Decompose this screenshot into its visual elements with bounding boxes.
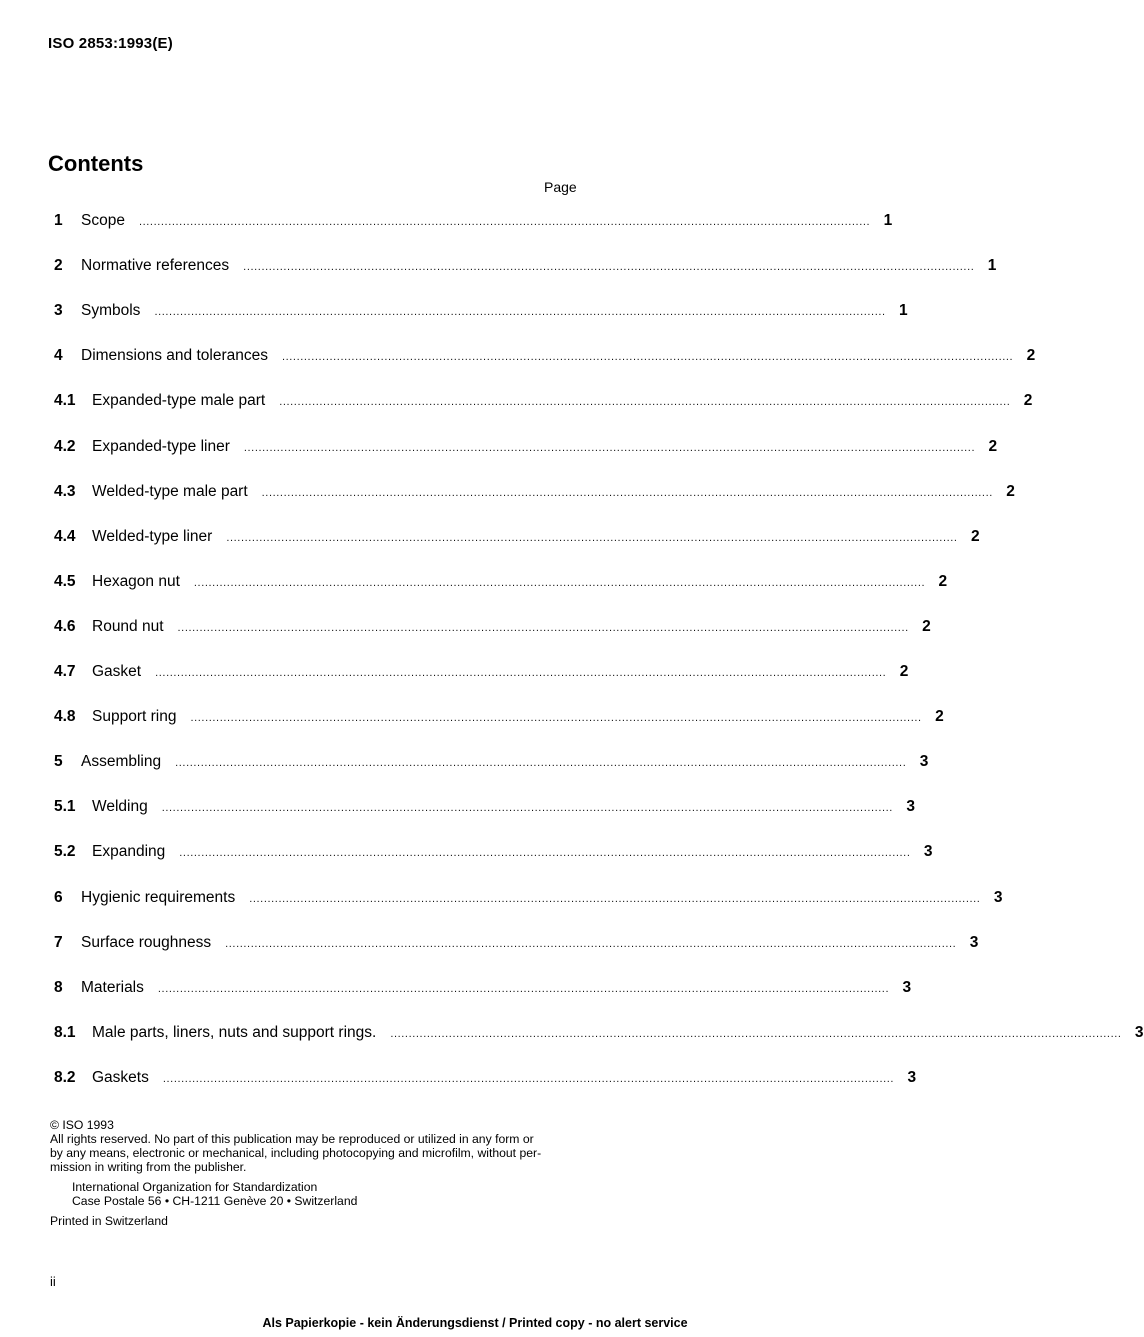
toc-entry-number: 5.1 [54,798,76,815]
toc-dot-leader: ........................................................................................................................................................................................................ [225,938,957,950]
toc-dot-leader: ........................................................................................................................................................................................................ [138,216,871,228]
toc-entry [54,528,980,550]
toc-entry-page: 3 [969,934,979,951]
printed-in: Printed in Switzerland [50,1214,168,1228]
toc-entry-number: 2 [54,257,63,274]
toc-dot-leader: ........................................................................................................................................................................................................ [390,1028,1122,1040]
toc-entry-title: Scope [81,212,125,229]
toc-entry [54,212,893,234]
toc-entry-number: 8 [54,979,63,996]
toc-dot-leader: ........................................................................................................................................................................................................ [179,847,911,859]
toc-entry-page: 1 [883,212,893,229]
toc-entry-number: 4.3 [54,483,76,500]
toc-entry-number: 8.1 [54,1024,76,1041]
toc-entry-number: 4.2 [54,438,76,455]
toc-entry-title: Hygienic requirements [81,889,236,906]
toc-dot-leader: ........................................................................................................................................................................................................ [154,306,886,318]
toc-entry-title: Gaskets [92,1069,149,1086]
toc-entry-number: 4.8 [54,708,76,725]
toc-entry-number: 5 [54,753,63,770]
toc-entry-page: 2 [1026,347,1036,364]
toc-entry-number: 6 [54,889,63,906]
toc-entry-page: 3 [919,753,929,770]
toc-entry-title: Dimensions and tolerances [81,347,268,364]
toc-entry-number: 5.2 [54,843,76,860]
page-column-label: Page [544,179,577,195]
toc-entry [54,663,909,685]
toc-entry-title: Support ring [92,708,177,725]
toc-entry-title: Expanding [92,843,166,860]
toc-entry-page: 1 [987,257,997,274]
toc-entry-number: 3 [54,302,63,319]
toc-dot-leader: ........................................................................................................................................................................................................ [155,667,887,679]
toc-entry-page: 2 [1023,392,1033,409]
toc-entry-title: Expanded-type liner [92,438,230,455]
toc-entry-title: Assembling [81,753,162,770]
toc-entry-title: Normative references [81,257,230,274]
toc-entry [54,302,908,324]
toc-dot-leader: ........................................................................................................................................................................................................ [249,893,981,905]
toc-entry [54,573,948,595]
toc-entry-number: 4.5 [54,573,76,590]
toc-entry-title: Gasket [92,663,142,680]
toc-entry [54,1069,917,1091]
toc-entry-page: 1 [899,302,908,319]
toc-entry-title: Materials [81,979,144,996]
toc-dot-leader: ........................................................................................................................................................................................................ [177,622,909,634]
contents-heading: Contents [48,151,144,176]
copyright-notice: © ISO 1993 [50,1118,114,1132]
toc-entry-number: 1 [54,212,63,229]
toc-entry [54,257,997,279]
toc-entry-page: 3 [993,889,1003,906]
toc-dot-leader: ........................................................................................................................................................................................................ [243,442,976,454]
toc-dot-leader: ........................................................................................................................................................................................................ [281,351,1014,363]
organization-name: International Organization for Standardization [72,1180,318,1194]
toc-entry [54,979,912,1001]
toc-entry-number: 4 [54,347,63,364]
toc-entry-title: Hexagon nut [92,573,180,590]
toc-entry-title: Round nut [92,618,164,635]
toc-entry-page: 2 [935,708,944,725]
toc-entry-page: 3 [906,798,915,815]
toc-entry [54,438,998,460]
toc-dot-leader: ........................................................................................................................................................................................................ [161,802,893,814]
page-number: ii [50,1274,56,1289]
toc-entry-page: 2 [899,663,909,680]
rights-text-line: by any means, electronic or mechanical, including photocopying and microfilm, without per- [50,1146,542,1160]
rights-text-line: All rights reserved. No part of this publication may be reproduced or utilized in any form or [50,1132,534,1146]
toc-entry-page: 2 [970,528,980,545]
toc-dot-leader: ........................................................................................................................................................................................................ [157,983,890,995]
toc-entry-title: Male parts, liners, nuts and support rings. [92,1024,377,1041]
toc-entry-page: 3 [907,1069,917,1086]
toc-entry [54,934,979,956]
toc-entry-title: Surface roughness [81,934,212,951]
toc-entry-number: 8.2 [54,1069,76,1086]
toc-entry-number: 4.1 [54,392,76,409]
toc-entry-number: 4.7 [54,663,76,680]
toc-dot-leader: ........................................................................................................................................................................................................ [175,757,907,769]
toc-dot-leader: ........................................................................................................................................................................................................ [193,577,926,589]
toc-entry-title: Welded-type male part [92,483,248,500]
toc-entry [54,392,1033,414]
rights-text-line: mission in writing from the publisher. [50,1160,247,1174]
toc-entry [54,889,1003,911]
footer-notice: Als Papierkopie - kein Änderungsdienst / Printed copy - no alert service [262,1316,688,1330]
toc-entry [54,708,944,730]
toc-entry [54,1024,1144,1046]
toc-entry-number: 4.4 [54,528,76,545]
toc-dot-leader: ........................................................................................................................................................................................................ [190,712,922,724]
toc-entry-title: Welded-type liner [92,528,213,545]
toc-dot-leader: ........................................................................................................................................................................................................ [279,396,1011,408]
toc-dot-leader: ........................................................................................................................................................................................................ [243,261,975,273]
toc-entry [54,753,929,775]
toc-dot-leader: ........................................................................................................................................................................................................ [162,1073,895,1085]
toc-entry-page: 2 [988,438,998,455]
toc-entry-page: 2 [938,573,948,590]
toc-entry-page: 3 [923,843,933,860]
toc-entry [54,843,933,865]
toc-entry-number: 4.6 [54,618,76,635]
toc-entry-title: Symbols [81,302,141,319]
toc-entry-page: 3 [902,979,912,996]
toc-dot-leader: ........................................................................................................................................................................................................ [226,532,958,544]
toc-entry-page: 3 [1134,1024,1144,1041]
toc-dot-leader: ........................................................................................................................................................................................................ [261,487,993,499]
toc-entry-number: 7 [54,934,63,951]
toc-entry [54,483,1015,505]
toc-entry [54,798,915,820]
organization-address: Case Postale 56 • CH-1211 Genève 20 • Switzerland [72,1194,358,1208]
document-id: ISO 2853:1993(E) [48,35,173,52]
toc-entry [54,347,1036,369]
toc-entry-title: Expanded-type male part [92,392,266,409]
toc-entry-page: 2 [1006,483,1015,500]
toc-entry [54,618,931,640]
toc-entry-title: Welding [92,798,148,815]
toc-entry-page: 2 [922,618,931,635]
copyright-block [50,1118,580,1228]
